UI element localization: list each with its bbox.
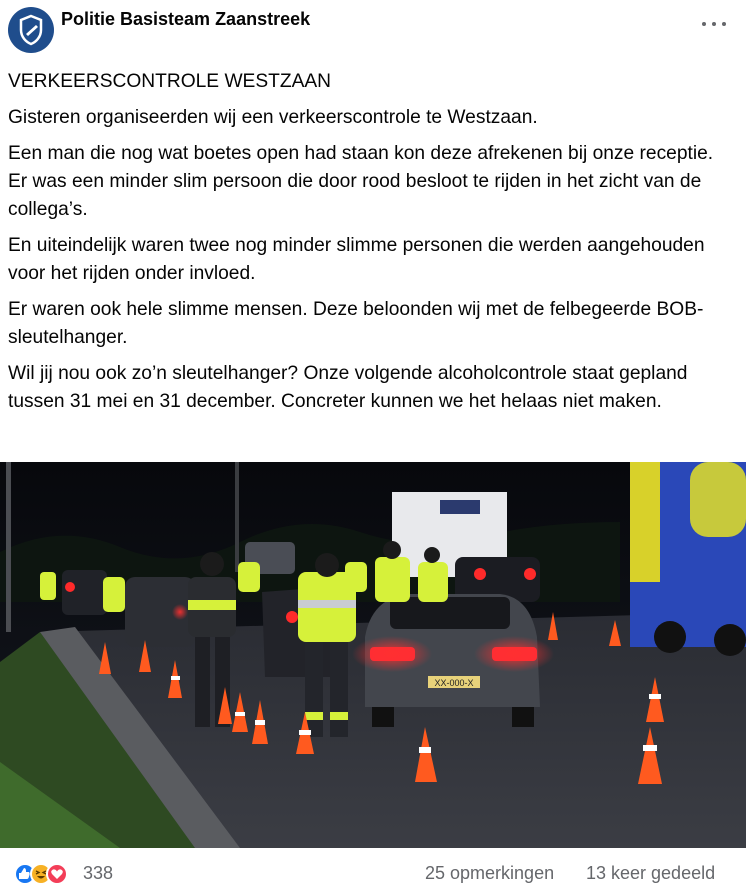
post-paragraph: Gisteren organiseerden wij een verkeerscontrole te Westzaan. — [8, 107, 538, 128]
reaction-count[interactable]: 338 — [83, 863, 114, 883]
shares-count-link[interactable]: 13 keer gedeeld — [586, 863, 716, 883]
page-name-link[interactable]: Politie Basisteam Zaanstreek — [61, 9, 311, 29]
post-paragraph: Wil jij nou ook zo’n sleutelhanger? Onze volgende alcoholcontrole staat gepland tussen 31 mei en 31 december. Concreter kunnen we het helaas niet maken. — [8, 363, 688, 412]
comments-count-link[interactable]: 25 opmerkingen — [425, 863, 555, 883]
post-paragraph: Een man die nog wat boetes open had staan kon deze afrekenen bij onze receptie. Er was een minder slim persoon die door rood besloot te rijden in het zicht van de collega’s. — [8, 143, 714, 220]
post-text — [8, 68, 736, 424]
post-paragraph: Er waren ook hele slimme mensen. Deze beloonden wij met de felbegeerde BOB-sleutelhanger. — [8, 299, 704, 348]
license-plate: XX-000-X — [434, 678, 474, 688]
post-footer — [0, 848, 746, 891]
post-title: VERKEERSCONTROLE WESTZAAN — [8, 71, 332, 92]
post-photo[interactable] — [0, 462, 746, 848]
more-options-icon[interactable] — [702, 14, 726, 34]
post-header — [0, 0, 746, 60]
police-badge-icon[interactable] — [8, 7, 54, 53]
post-paragraph: En uiteindelijk waren twee nog minder slimme personen die werden aangehouden voor het rijden onder invloed. — [8, 235, 705, 284]
love-icon — [46, 863, 68, 885]
